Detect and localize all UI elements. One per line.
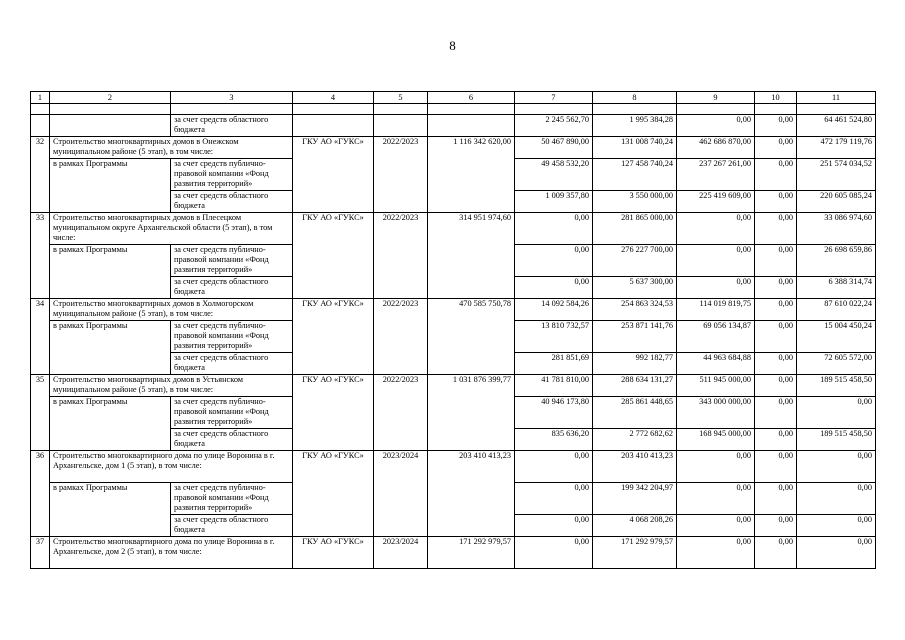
- value-cell: 0,00: [755, 213, 797, 245]
- value-cell: 0,00: [677, 115, 755, 137]
- value-cell: 0,00: [755, 375, 797, 397]
- value-cell: 281 865 000,00: [593, 213, 677, 245]
- value-cell: 288 634 131,27: [593, 375, 677, 397]
- responsible-org: ГКУ АО «ГУКС»: [293, 137, 374, 213]
- total-cost: 203 410 413,23: [428, 451, 515, 537]
- value-cell: 50 467 890,00: [515, 137, 593, 159]
- funding-source-label: за счет средств областного бюджета: [171, 115, 293, 137]
- value-cell: 0,00: [515, 451, 593, 483]
- value-cell: 0,00: [755, 115, 797, 137]
- value-cell: 220 605 085,24: [797, 191, 876, 213]
- value-cell: 0,00: [677, 213, 755, 245]
- program-label: в рамках Программы: [50, 159, 171, 213]
- value-cell: 835 636,20: [515, 429, 593, 451]
- value-cell: 0,00: [797, 397, 876, 429]
- funding-source-label: за счет средств публично-правовой компании «Фонд развития территорий»: [171, 321, 293, 353]
- value-cell: 13 810 732,57: [515, 321, 593, 353]
- value-cell: 0,00: [755, 429, 797, 451]
- value-cell: 225 419 609,00: [677, 191, 755, 213]
- value-cell: 237 267 261,00: [677, 159, 755, 191]
- value-cell: 0,00: [755, 515, 797, 537]
- value-cell: 41 781 810,00: [515, 375, 593, 397]
- value-cell: 0,00: [755, 451, 797, 483]
- value-cell: 0,00: [515, 277, 593, 299]
- total-cost: 1 116 342 620,00: [428, 137, 515, 213]
- funding-source-label: за счет средств публично-правовой компании «Фонд развития территорий»: [171, 159, 293, 191]
- value-cell: 0,00: [755, 191, 797, 213]
- value-cell: 0,00: [797, 537, 876, 569]
- responsible-org: ГКУ АО «ГУКС»: [293, 537, 374, 569]
- value-cell: 114 019 819,75: [677, 299, 755, 321]
- value-cell: 15 004 450,24: [797, 321, 876, 353]
- value-cell: 276 227 700,00: [593, 245, 677, 277]
- responsible-org: ГКУ АО «ГУКС»: [293, 451, 374, 537]
- value-cell: 26 698 659,86: [797, 245, 876, 277]
- item-number: 32: [31, 137, 50, 213]
- period: 2022/2023: [374, 137, 428, 213]
- value-cell: 511 945 000,00: [677, 375, 755, 397]
- value-cell: 0,00: [515, 515, 593, 537]
- value-cell: 251 574 034,52: [797, 159, 876, 191]
- funding-source-label: за счет средств областного бюджета: [171, 515, 293, 537]
- value-cell: 992 182,77: [593, 353, 677, 375]
- value-cell: 281 851,69: [515, 353, 593, 375]
- period: 2022/2023: [374, 299, 428, 375]
- program-label: в рамках Программы: [50, 397, 171, 451]
- value-cell: 0,00: [515, 213, 593, 245]
- page-number: 8: [449, 38, 456, 53]
- value-cell: 0,00: [515, 245, 593, 277]
- period: 2023/2024: [374, 537, 428, 569]
- value-cell: 0,00: [677, 245, 755, 277]
- program-label: в рамках Программы: [50, 483, 171, 537]
- value-cell: 189 515 458,50: [797, 429, 876, 451]
- item-name: Строительство многоквартирных домов в Холмогорском муниципальном районе (5 этап), в том числе:: [50, 299, 293, 321]
- value-cell: 0,00: [515, 537, 593, 569]
- item-name: Строительство многоквартирных домов в Плесецком муниципальном округе Архангельской области (5 этап), в том числе:: [50, 213, 293, 245]
- value-cell: 4 068 208,26: [593, 515, 677, 537]
- value-cell: 0,00: [797, 483, 876, 515]
- value-cell: 0,00: [677, 515, 755, 537]
- value-cell: 0,00: [755, 397, 797, 429]
- value-cell: 2 245 562,70: [515, 115, 593, 137]
- responsible-org: ГКУ АО «ГУКС»: [293, 375, 374, 451]
- value-cell: 131 008 740,24: [593, 137, 677, 159]
- table-row: [31, 451, 876, 483]
- responsible-org: ГКУ АО «ГУКС»: [293, 213, 374, 299]
- value-cell: 472 179 119,76: [797, 137, 876, 159]
- column-header: 10: [755, 92, 797, 104]
- value-cell: 72 605 572,00: [797, 353, 876, 375]
- column-header: 2: [50, 92, 171, 104]
- period: 2023/2024: [374, 451, 428, 537]
- responsible-org: ГКУ АО «ГУКС»: [293, 299, 374, 375]
- value-cell: 0,00: [515, 483, 593, 515]
- column-header: 4: [293, 92, 374, 104]
- value-cell: 14 092 584,26: [515, 299, 593, 321]
- value-cell: 168 945 000,00: [677, 429, 755, 451]
- item-name: Строительство многоквартирных домов в Онежском муниципальном районе (5 этап), в том числе:: [50, 137, 293, 159]
- item-name: Строительство многоквартирного дома по улице Воронина в г. Архангельске, дом 1 (5 этап), в том числе:: [50, 451, 293, 483]
- total-cost: 171 292 979,57: [428, 537, 515, 569]
- program-label: в рамках Программы: [50, 321, 171, 375]
- value-cell: 285 861 448,65: [593, 397, 677, 429]
- funding-source-label: за счет средств областного бюджета: [171, 277, 293, 299]
- value-cell: 33 086 974,60: [797, 213, 876, 245]
- item-name: Строительство многоквартирного дома по улице Воронина в г. Архангельске, дом 2 (5 этап), в том числе:: [50, 537, 293, 569]
- table-row: [31, 115, 876, 137]
- value-cell: 64 461 524,80: [797, 115, 876, 137]
- column-header: 6: [428, 92, 515, 104]
- period: 2022/2023: [374, 213, 428, 299]
- table-row: [31, 104, 876, 115]
- value-cell: 40 946 173,80: [515, 397, 593, 429]
- funding-source-label: за счет средств областного бюджета: [171, 191, 293, 213]
- funding-source-label: за счет средств публично-правовой компании «Фонд развития территорий»: [171, 245, 293, 277]
- value-cell: 0,00: [677, 277, 755, 299]
- table-row: [31, 375, 876, 397]
- item-number: 35: [31, 375, 50, 451]
- item-number: 37: [31, 537, 50, 569]
- value-cell: 171 292 979,57: [593, 537, 677, 569]
- program-table: [30, 91, 876, 569]
- value-cell: 199 342 204,97: [593, 483, 677, 515]
- value-cell: 49 458 532,20: [515, 159, 593, 191]
- funding-source-label: за счет средств публично-правовой компании «Фонд развития территорий»: [171, 483, 293, 515]
- value-cell: 0,00: [755, 299, 797, 321]
- value-cell: 0,00: [797, 451, 876, 483]
- item-number: 36: [31, 451, 50, 537]
- value-cell: 3 550 000,00: [593, 191, 677, 213]
- value-cell: 203 410 413,23: [593, 451, 677, 483]
- value-cell: 0,00: [677, 451, 755, 483]
- total-cost: 1 031 876 399,77: [428, 375, 515, 451]
- column-number-row: [31, 92, 876, 104]
- column-header: 1: [31, 92, 50, 104]
- table-row: [31, 213, 876, 245]
- value-cell: 0,00: [797, 515, 876, 537]
- total-cost: 470 585 750,78: [428, 299, 515, 375]
- value-cell: 1 995 384,28: [593, 115, 677, 137]
- funding-source-label: за счет средств публично-правовой компании «Фонд развития территорий»: [171, 397, 293, 429]
- value-cell: 0,00: [755, 321, 797, 353]
- value-cell: 69 056 134,87: [677, 321, 755, 353]
- value-cell: 462 686 870,00: [677, 137, 755, 159]
- value-cell: 2 772 682,62: [593, 429, 677, 451]
- value-cell: 343 000 000,00: [677, 397, 755, 429]
- column-header: 5: [374, 92, 428, 104]
- column-header: 11: [797, 92, 876, 104]
- value-cell: 0,00: [677, 537, 755, 569]
- value-cell: 87 610 022,24: [797, 299, 876, 321]
- value-cell: 0,00: [755, 159, 797, 191]
- value-cell: 0,00: [755, 245, 797, 277]
- table-row: [31, 537, 876, 569]
- table-row: [31, 137, 876, 159]
- value-cell: 189 515 458,50: [797, 375, 876, 397]
- value-cell: 0,00: [755, 537, 797, 569]
- value-cell: 127 458 740,24: [593, 159, 677, 191]
- value-cell: 5 637 300,00: [593, 277, 677, 299]
- table-row: [31, 299, 876, 321]
- value-cell: 44 963 684,88: [677, 353, 755, 375]
- column-header: 7: [515, 92, 593, 104]
- item-number: 34: [31, 299, 50, 375]
- column-header: 8: [593, 92, 677, 104]
- column-header: 9: [677, 92, 755, 104]
- value-cell: 6 388 314,74: [797, 277, 876, 299]
- value-cell: 1 009 357,80: [515, 191, 593, 213]
- period: 2022/2023: [374, 375, 428, 451]
- column-header: 3: [171, 92, 293, 104]
- value-cell: 0,00: [755, 137, 797, 159]
- value-cell: 254 863 324,53: [593, 299, 677, 321]
- value-cell: 0,00: [755, 353, 797, 375]
- funding-source-label: за счет средств областного бюджета: [171, 429, 293, 451]
- value-cell: 253 871 141,76: [593, 321, 677, 353]
- value-cell: 0,00: [755, 483, 797, 515]
- total-cost: 314 951 974,60: [428, 213, 515, 299]
- value-cell: 0,00: [677, 483, 755, 515]
- value-cell: 0,00: [755, 277, 797, 299]
- program-label: в рамках Программы: [50, 245, 171, 299]
- item-number: 33: [31, 213, 50, 299]
- item-name: Строительство многоквартирных домов в Устьянском муниципальном районе (5 этап), в том числе:: [50, 375, 293, 397]
- funding-source-label: за счет средств областного бюджета: [171, 353, 293, 375]
